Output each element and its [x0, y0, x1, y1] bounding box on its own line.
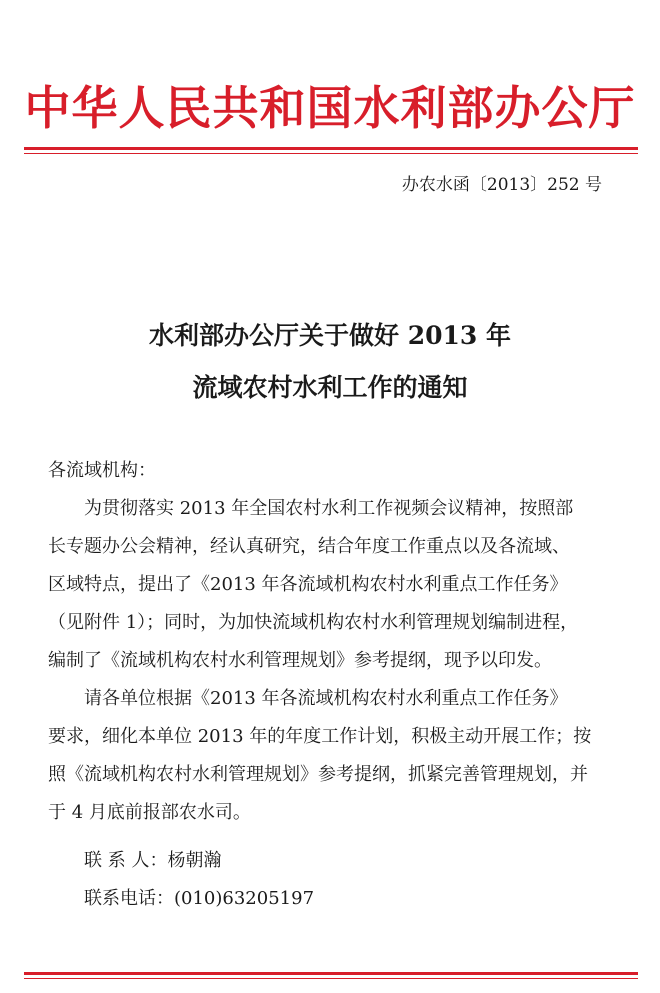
header-rule-thin [24, 153, 638, 154]
document-number: 办农水函〔2013〕252 号 [401, 175, 602, 195]
footer-rule-thin [24, 978, 638, 979]
paragraph-1-line: 编制了《流域机构农村水利管理规划》参考提纲，现予以印发。 [48, 650, 552, 671]
paragraph-2-line: 照《流域机构农村水利管理规划》参考提纲，抓紧完善管理规划，并 [48, 764, 588, 785]
paragraph-2-line: 于 4 月底前报部农水司。 [48, 802, 251, 823]
paragraph-1-line: 区域特点，提出了《2013 年各流域机构农村水利重点工作任务》 [48, 574, 568, 595]
paragraph-1-line: （见附件 1）；同时，为加快流域机构农村水利管理规划编制进程， [48, 612, 579, 633]
paragraph-2-line: 请各单位根据《2013 年各流域机构农村水利重点工作任务》 [84, 688, 568, 709]
contact-person: 联 系 人：杨朝瀚 [84, 850, 222, 871]
title-line-2: 流域农村水利工作的通知 [192, 373, 468, 402]
salutation: 各流域机构： [48, 460, 156, 481]
document-header-title: 中华人民共和国水利部办公厅 [24, 81, 636, 135]
footer-rule-thick [24, 972, 638, 975]
paragraph-1-line: 长专题办公会精神，经认真研究，结合年度工作重点以及各流域、 [48, 536, 570, 557]
paragraph-2 [48, 680, 608, 832]
header-rule-thick [24, 147, 638, 150]
paragraph-1 [48, 490, 608, 680]
title-line-1: 水利部办公厅关于做好 2013 年 [149, 321, 511, 350]
paragraph-2-line: 要求，细化本单位 2013 年的年度工作计划，积极主动开展工作；按 [48, 726, 592, 747]
paragraph-1-line: 为贯彻落实 2013 年全国农村水利工作视频会议精神，按照部 [84, 498, 574, 519]
contact-phone: 联系电话：(010)63205197 [84, 888, 315, 909]
